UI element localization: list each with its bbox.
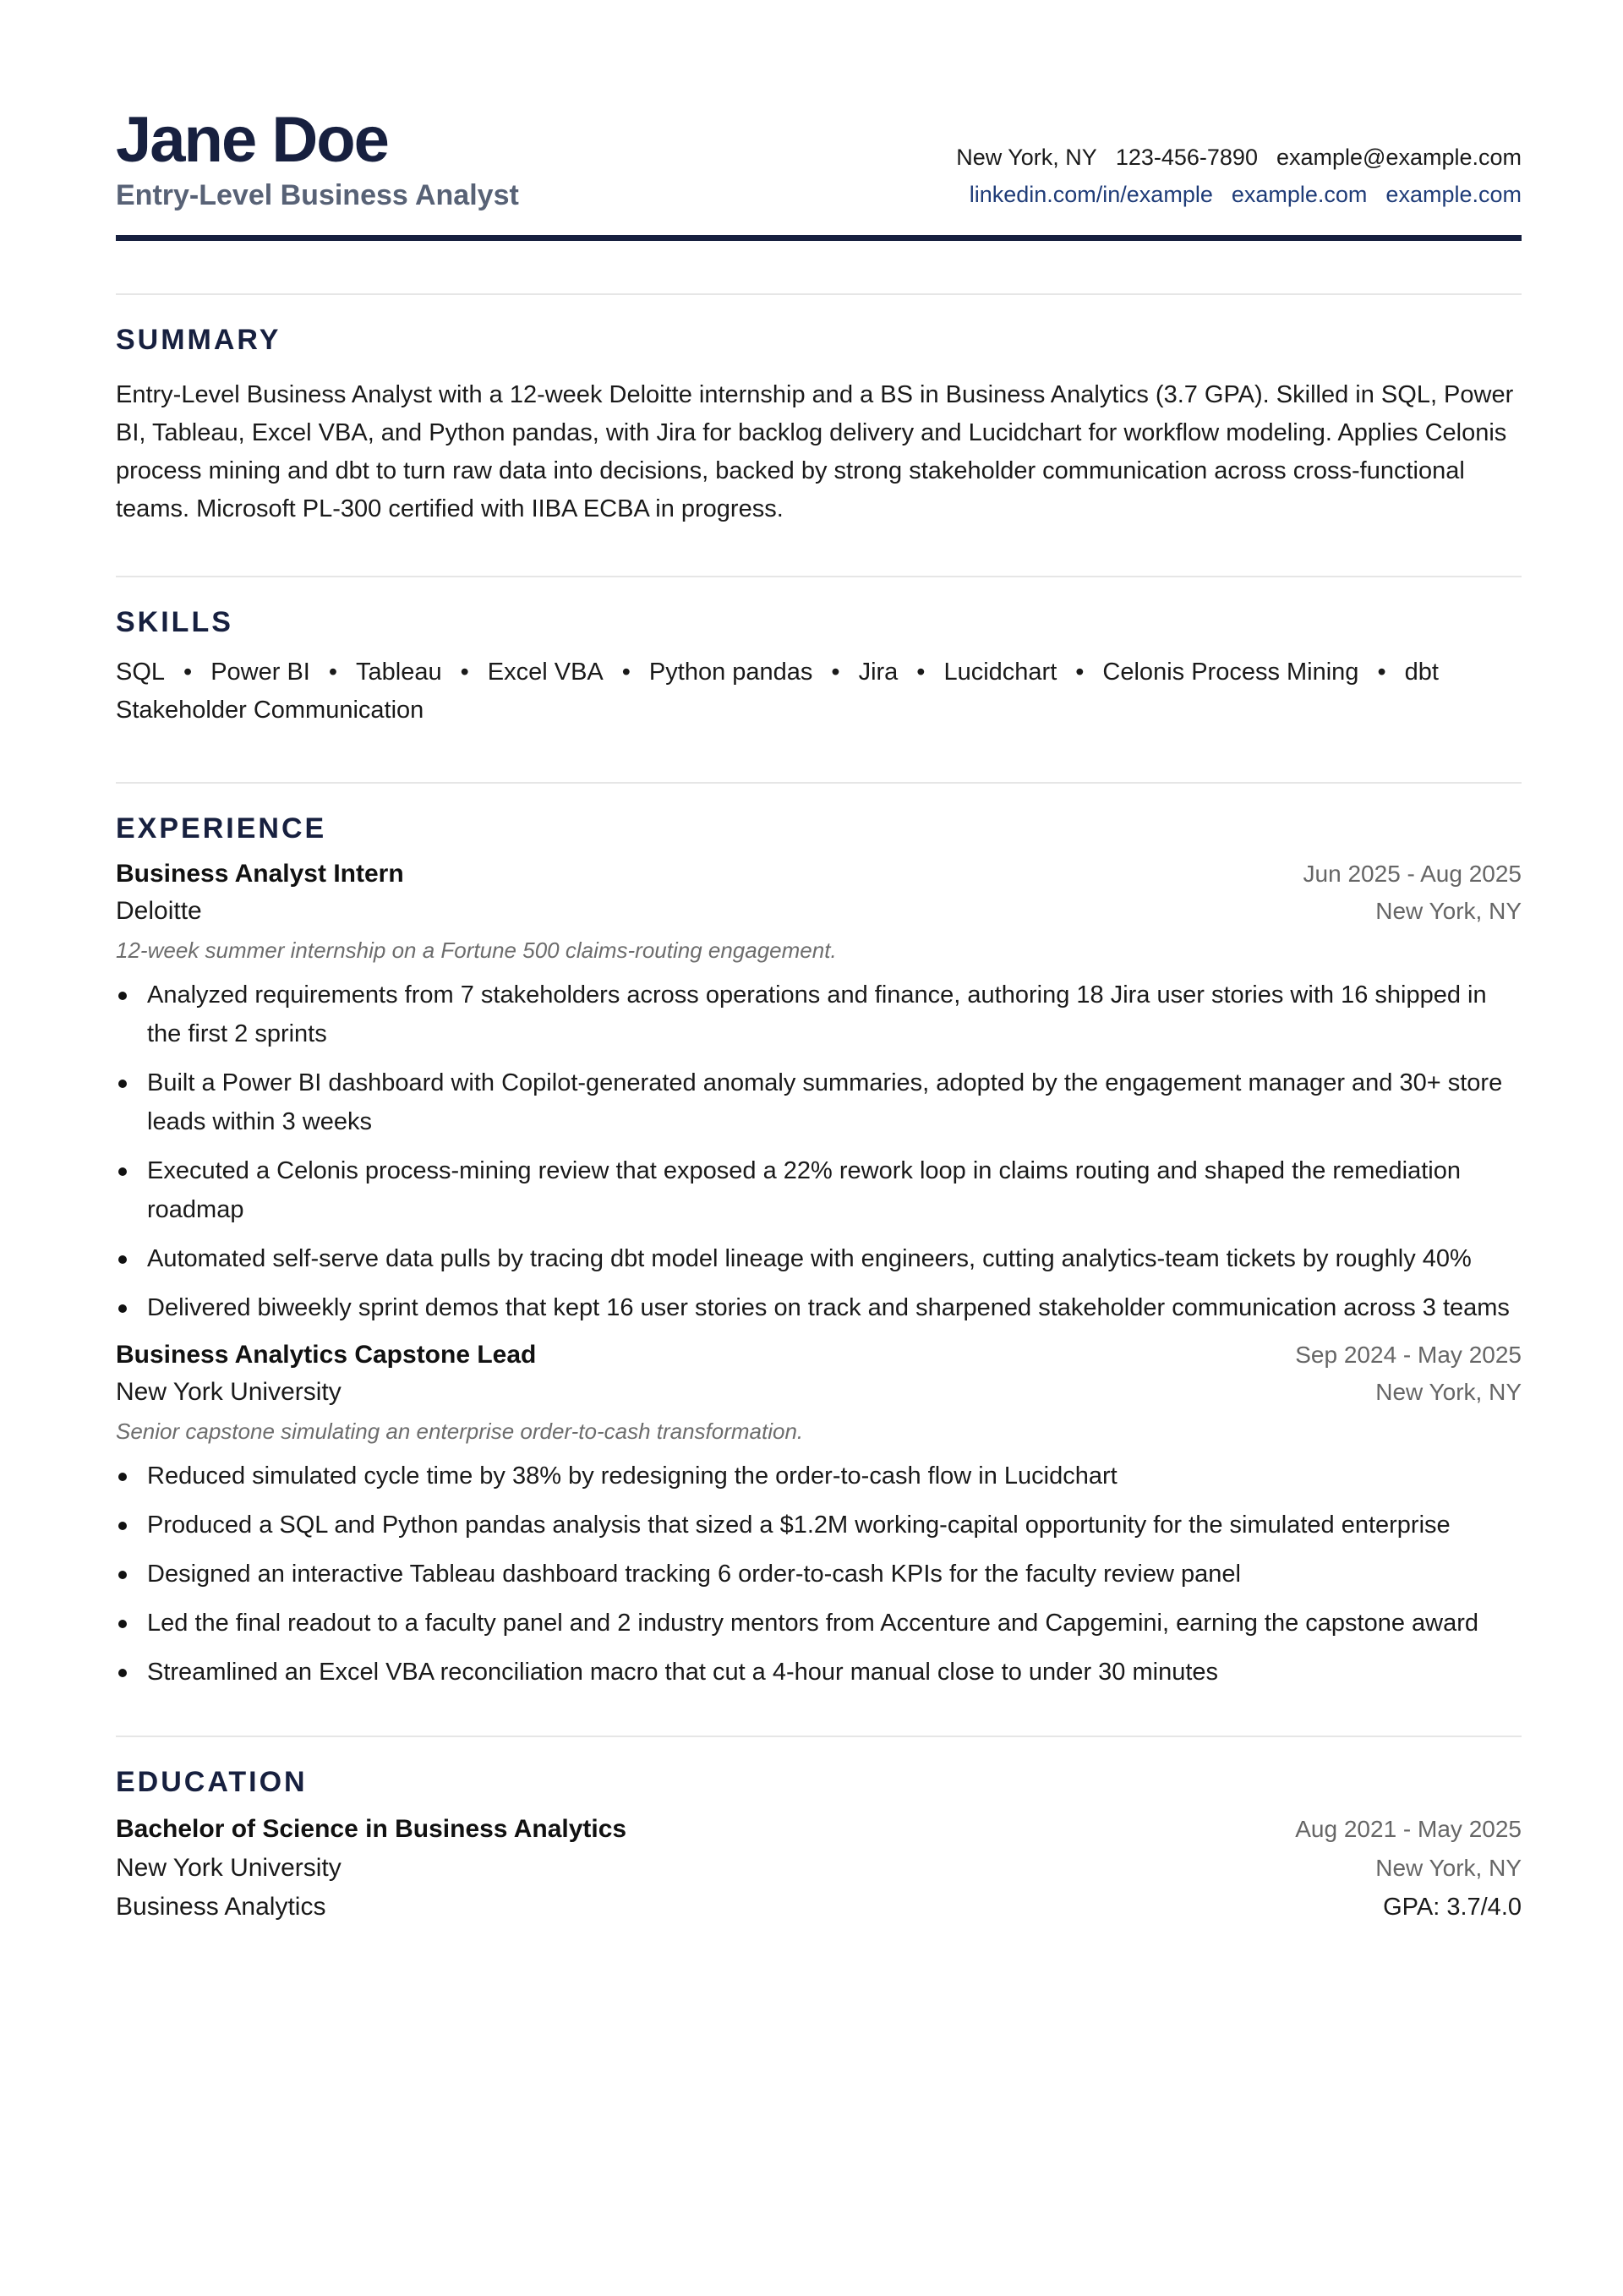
bullet-separator-icon: • [1377,659,1386,686]
bullet-separator-icon: • [460,659,469,686]
education-entry [116,1815,1522,1922]
school-name: New York University [116,1854,342,1882]
skills-list [116,653,1522,730]
section-title-education: EDUCATION [116,1766,308,1798]
entry-field-row [116,1893,1522,1922]
job-organization: New York University [116,1378,342,1406]
bullet-separator-icon: • [916,659,926,686]
list-item: Delivered biweekly sprint demos that kept 16 user stories on track and sharpened stakeholder communication across 3 teams [116,1288,1522,1327]
section-title-experience: EXPERIENCE [116,812,327,845]
job-dates: Jun 2025 - Aug 2025 [1303,861,1522,887]
contact-block [956,100,1522,213]
bullet-separator-icon: • [1075,659,1085,686]
job-description: Senior capstone simulating an enterprise order-to-cash transformation. [116,1419,804,1444]
contact-links-row [956,176,1522,213]
job-location: New York, NY [1375,1379,1522,1405]
entry-org-row [116,1854,1522,1883]
bullet-separator-icon: • [621,659,631,686]
list-item: Executed a Celonis process-mining review that exposed a 22% rework loop in claims routing and shaped the remediation roadmap [116,1151,1522,1229]
skill-item: SQL [116,659,166,686]
entry-org-row [116,897,1522,926]
gpa-text: GPA: 3.7/4.0 [1383,1894,1522,1921]
job-title: Business Analytics Capstone Lead [116,1341,537,1369]
skill-item: Excel VBA [487,659,604,686]
skill-item: Power BI [210,659,310,686]
field-of-study: Business Analytics [116,1893,326,1921]
candidate-role: Entry-Level Business Analyst [116,179,519,211]
name-block [116,100,519,212]
skill-item: Jira [858,659,899,686]
skill-item: Tableau [356,659,442,686]
job-dates: Sep 2024 - May 2025 [1295,1342,1522,1368]
section-title-skills: SKILLS [116,606,233,638]
skill-item: Python pandas [648,659,813,686]
summary-text: Entry-Level Business Analyst with a 12-week Deloitte internship and a BS in Business Analytics (3.7 GPA). Skilled in SQL, Power BI, Tableau, Excel VBA, and Python pandas, with Jira for backlog delivery and Lucidchart for workflow modeling. Applies Celonis process mining and dbt to turn raw data into decisions, backed by strong stakeholder communication across cross-functional teams. Microsoft PL-300 certified with IIBA ECBA in progress. [116,381,1514,522]
job-location: New York, NY [1375,898,1522,924]
skill-item: Celonis Process Mining [1102,659,1359,686]
experience-entry [116,860,1522,1327]
list-item: Automated self-serve data pulls by tracing dbt model lineage with engineers, cutting analytics-team tickets by roughly 40% [116,1239,1522,1278]
education-dates: Aug 2021 - May 2025 [1295,1816,1522,1842]
job-description: 12-week summer internship on a Fortune 500 claims-routing engagement. [116,938,837,963]
job-title: Business Analyst Intern [116,860,404,888]
entry-header-row [116,1341,1522,1369]
job-bullet-list [116,976,1522,1327]
entry-header-row [116,860,1522,888]
experience-entry [116,1341,1522,1692]
school-location: New York, NY [1375,1855,1522,1881]
list-item: Reduced simulated cycle time by 38% by redesigning the order-to-cash flow in Lucidchart [116,1457,1522,1495]
degree-title: Bachelor of Science in Business Analytics [116,1815,627,1843]
bullet-separator-icon: • [831,659,840,686]
list-item: Led the final readout to a faculty panel and 2 industry mentors from Accenture and Capgemini, earning the capstone award [116,1604,1522,1643]
list-item: Streamlined an Excel VBA reconciliation macro that cut a 4-hour manual close to under 30 minutes [116,1653,1522,1692]
summary-section [116,295,1522,528]
linkedin-link[interactable]: linkedin.com/in/example [969,182,1213,207]
entry-org-row [116,1378,1522,1407]
location-text: New York, NY [956,145,1097,170]
resume-header [116,100,1522,235]
skill-item: Lucidchart [943,659,1057,686]
phone-text: 123-456-7890 [1115,145,1258,170]
education-section [116,1737,1522,1922]
bullet-separator-icon: • [328,659,338,686]
bullet-separator-icon: • [183,659,193,686]
list-item: Designed an interactive Tableau dashboard tracking 6 order-to-cash KPIs for the faculty review panel [116,1555,1522,1594]
header-divider [116,235,1522,241]
skill-item: Stakeholder Communication [116,697,424,724]
email-link[interactable]: example@example.com [1276,145,1522,170]
website-link[interactable]: example.com [1385,182,1522,207]
job-organization: Deloitte [116,897,202,925]
website-link[interactable]: example.com [1231,182,1368,207]
candidate-name: Jane Doe [116,104,388,176]
list-item: Built a Power BI dashboard with Copilot-generated anomaly summaries, adopted by the engagement manager and 30+ store leads within 3 weeks [116,1063,1522,1141]
list-item: Analyzed requirements from 7 stakeholders across operations and finance, authoring 18 Jira user stories with 16 shipped in the first 2 sprints [116,976,1522,1053]
section-title-summary: SUMMARY [116,324,281,356]
list-item: Produced a SQL and Python pandas analysis that sized a $1.2M working-capital opportunity for the simulated enterprise [116,1506,1522,1544]
experience-section [116,784,1522,1692]
entry-header-row [116,1815,1522,1844]
skills-section [116,577,1522,730]
skill-item: dbt [1404,659,1439,686]
job-bullet-list [116,1457,1522,1692]
contact-info-row [956,139,1522,176]
